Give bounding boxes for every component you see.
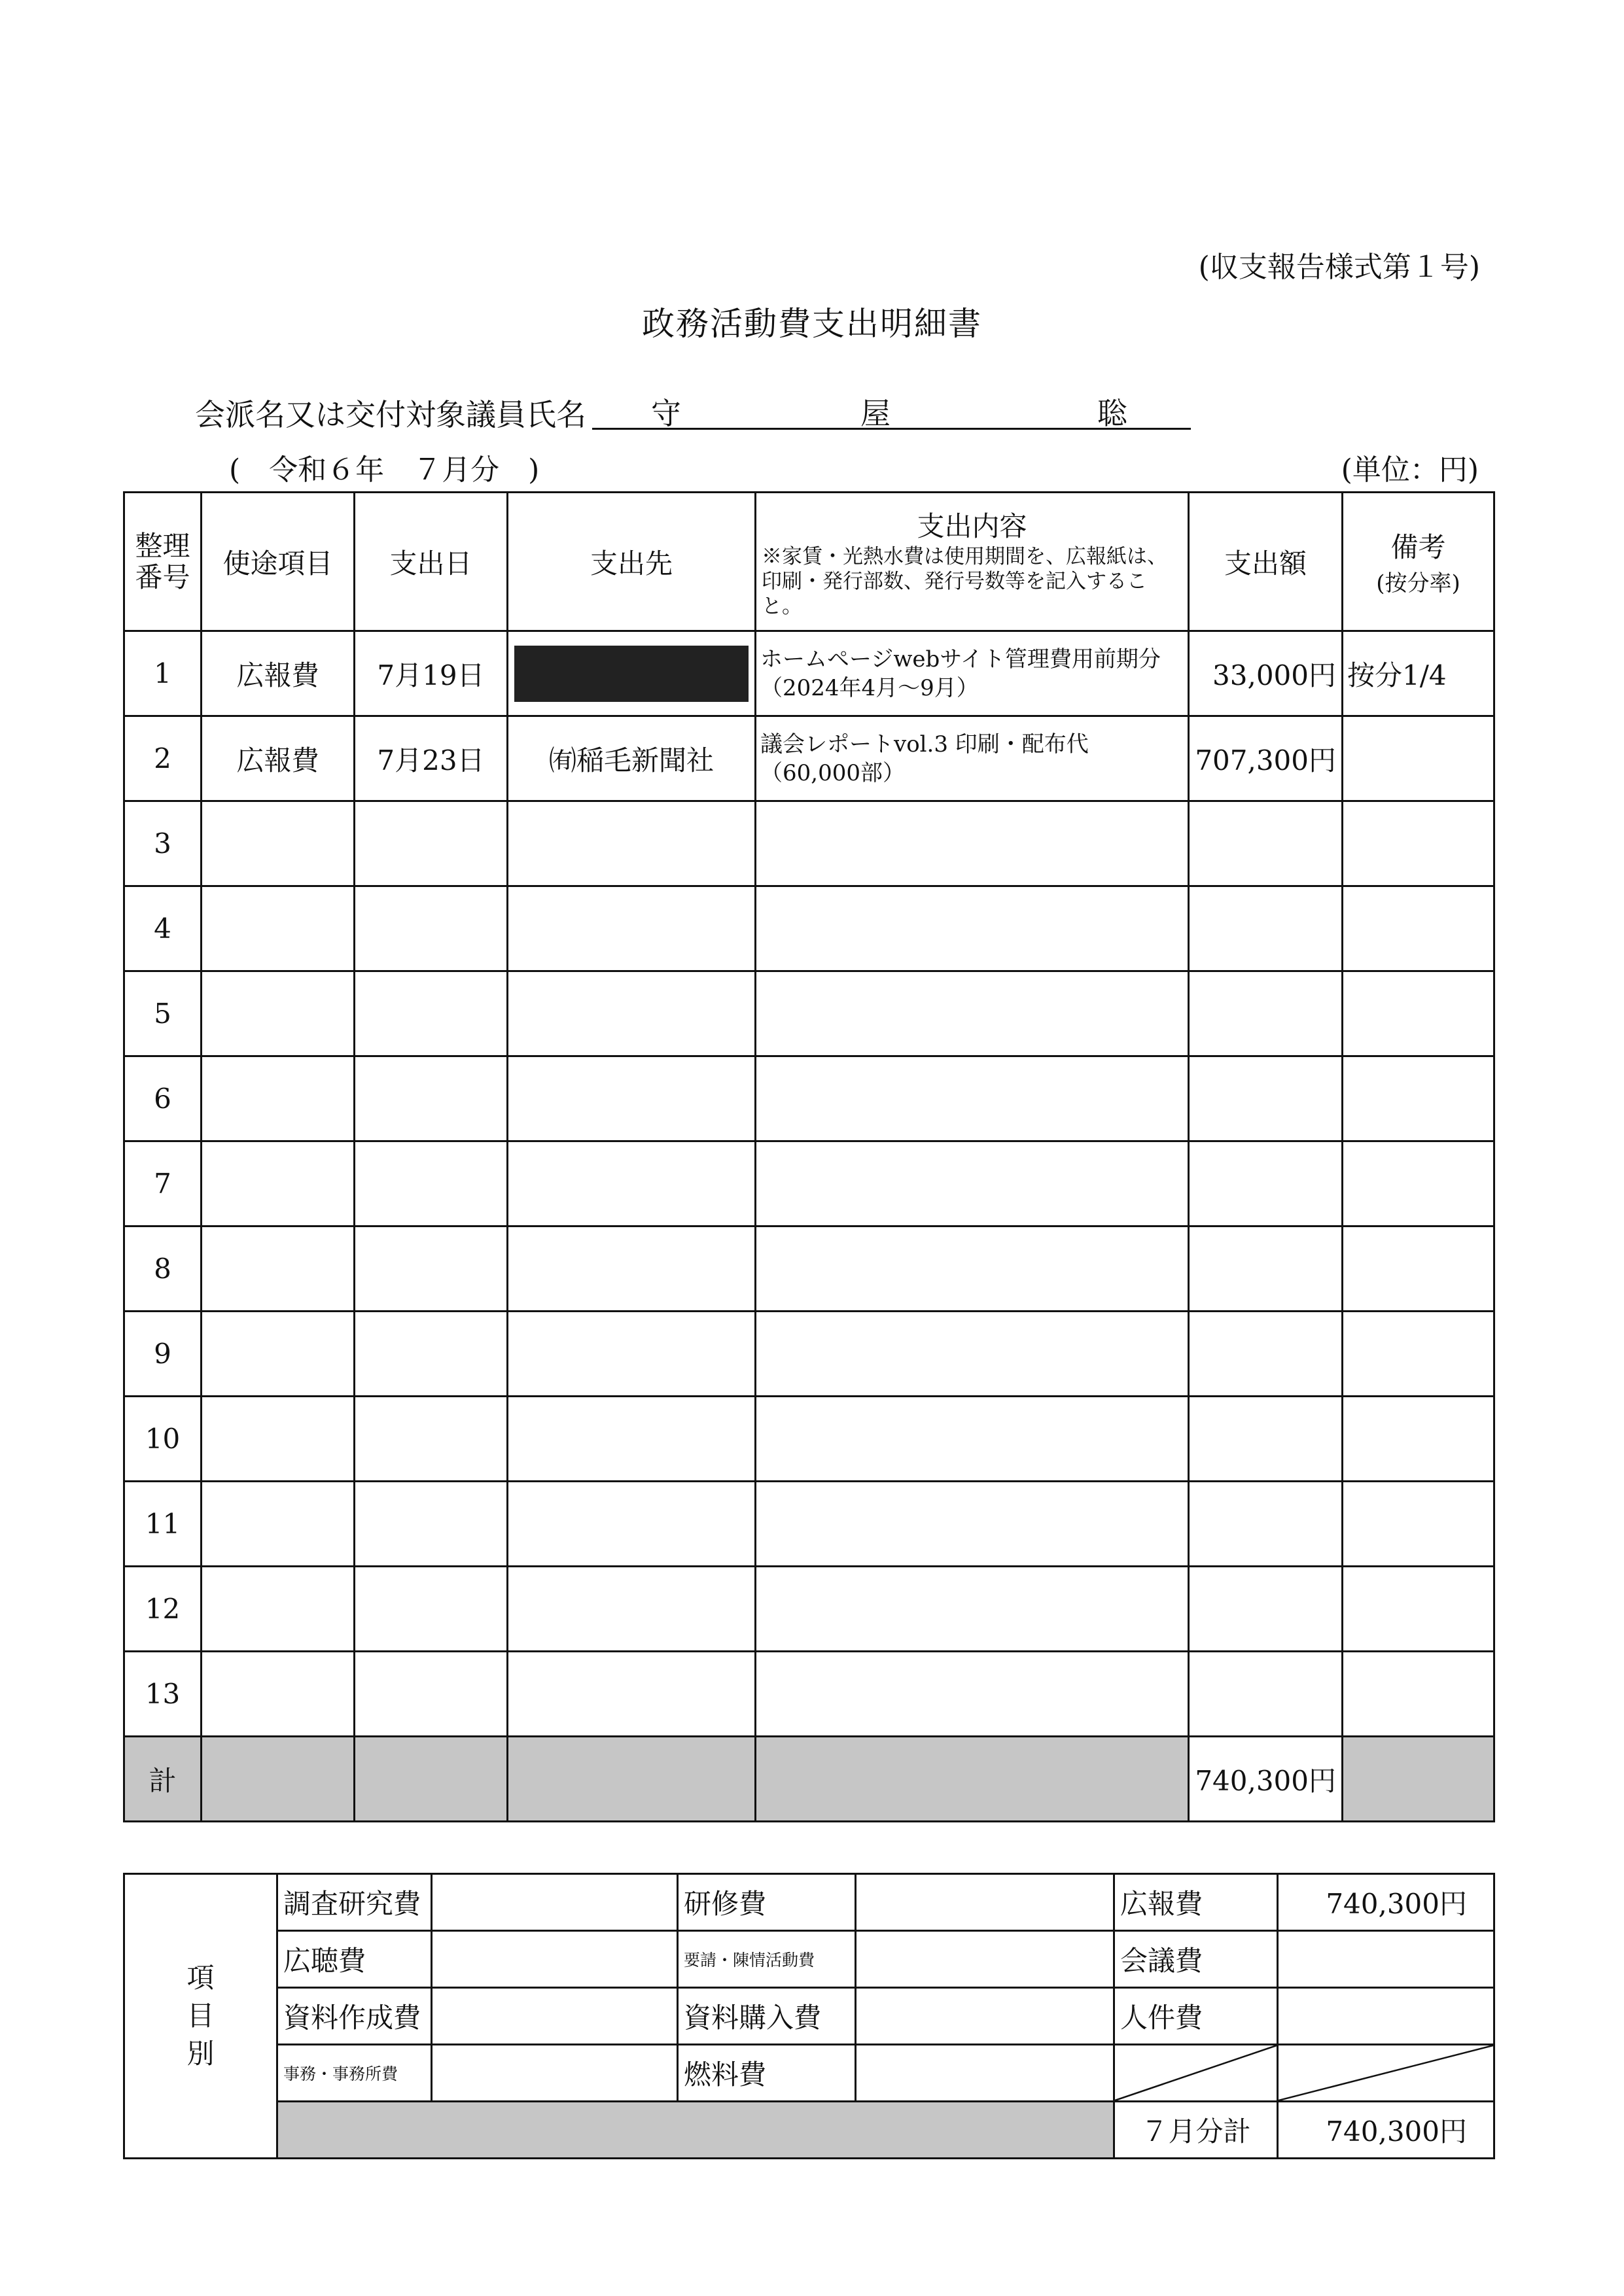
row-amount: [1189, 971, 1343, 1056]
table-row: [124, 1312, 1494, 1397]
summary-materials-creation-value: [432, 1988, 678, 2045]
row-content: [756, 971, 1189, 1056]
row-content: [756, 1482, 1189, 1567]
row-content: [756, 1652, 1189, 1737]
table-row: [124, 886, 1494, 971]
table-row: [124, 801, 1494, 886]
row-number: 8: [124, 1226, 202, 1312]
row-amount: [1189, 1482, 1343, 1567]
row-payee: [508, 801, 756, 886]
row-date: 7月23日: [355, 716, 508, 801]
row-date: [355, 1141, 508, 1226]
header-date: 支出日: [355, 493, 508, 631]
row-category: [202, 1226, 355, 1312]
row-remarks: 按分1/4: [1343, 631, 1494, 716]
summary-office-label: 事務・事務所費: [277, 2045, 432, 2102]
row-remarks: [1343, 1652, 1494, 1737]
row-date: [355, 1312, 508, 1397]
table-row: [124, 1056, 1494, 1141]
row-amount: [1189, 1226, 1343, 1312]
row-amount: [1189, 1567, 1343, 1652]
summary-materials-purchase-label: 資料購入費: [678, 1988, 856, 2045]
member-name-label: 会派名又は交付対象議員氏名: [195, 397, 586, 432]
row-number: 6: [124, 1056, 202, 1141]
header-remarks: [1343, 493, 1494, 631]
row-payee: [508, 631, 756, 716]
row-date: [355, 1056, 508, 1141]
row-payee: [508, 1226, 756, 1312]
row-date: [355, 1567, 508, 1652]
summary-petition-value: [856, 1931, 1114, 1988]
table-row: [124, 631, 1494, 716]
row-content: [756, 1567, 1189, 1652]
total-label: 計: [124, 1737, 202, 1822]
summary-office-value: [432, 2045, 678, 2102]
row-category: [202, 1482, 355, 1567]
row-number: 12: [124, 1567, 202, 1652]
summary-empty-diagonal-label: [1114, 2045, 1278, 2102]
row-remarks: [1343, 1397, 1494, 1482]
row-number: 13: [124, 1652, 202, 1737]
row-remarks: [1343, 1567, 1494, 1652]
row-amount: 33,000円: [1189, 631, 1343, 716]
summary-materials-creation-label: 資料作成費: [277, 1988, 432, 2045]
row-number: 7: [124, 1141, 202, 1226]
row-remarks: [1343, 971, 1494, 1056]
total-amount: 740,300円: [1189, 1737, 1343, 1822]
summary-meeting-value: [1278, 1931, 1494, 1988]
row-remarks: [1343, 1056, 1494, 1141]
table-row: [124, 1567, 1494, 1652]
summary-empty-diagonal-value: [1278, 2045, 1494, 2102]
row-remarks: [1343, 1482, 1494, 1567]
row-number: 9: [124, 1312, 202, 1397]
header-remarks-sub: (按分率): [1376, 570, 1460, 597]
summary-personnel-value: [1278, 1988, 1494, 2045]
summary-publicity-value: 740,300円: [1278, 1874, 1494, 1931]
row-category: [202, 1567, 355, 1652]
row-content: [756, 1226, 1189, 1312]
header-payee: 支出先: [508, 493, 756, 631]
summary-meeting-label: 会議費: [1114, 1931, 1278, 1988]
category-summary-table: [123, 1873, 1495, 2159]
total-blank-content: [756, 1737, 1189, 1822]
row-amount: [1189, 1652, 1343, 1737]
row-number: 3: [124, 801, 202, 886]
row-number: 10: [124, 1397, 202, 1482]
row-number: 4: [124, 886, 202, 971]
header-number: 整理 番号: [124, 493, 202, 631]
row-category: [202, 801, 355, 886]
header-content-note: ※家賃・光熱水費は使用期間を、広報紙は、印刷・発行部数、発行号数等を記入すること。: [762, 544, 1167, 618]
row-content: 議会レポートvol.3 印刷・配布代（60,000部）: [756, 716, 1189, 801]
row-content: ホームページwebサイト管理費用前期分（2024年4月～9月）: [756, 631, 1189, 716]
row-content: [756, 1056, 1189, 1141]
row-remarks: [1343, 1141, 1494, 1226]
table-row: [124, 971, 1494, 1056]
row-payee: [508, 1397, 756, 1482]
member-name-char-2: 屋: [860, 396, 891, 431]
table-row: [124, 1652, 1494, 1737]
total-blank-category: [202, 1737, 355, 1822]
row-content: [756, 1397, 1189, 1482]
row-category: 広報費: [202, 631, 355, 716]
row-category: [202, 1397, 355, 1482]
summary-fuel-label: 燃料費: [678, 2045, 856, 2102]
unit-label: (単位：円): [1341, 453, 1479, 487]
document-title: 政務活動費支出明細書: [642, 305, 982, 343]
row-amount: [1189, 886, 1343, 971]
header-remarks-label: 備考: [1390, 531, 1446, 563]
summary-month-total-label: ７月分計: [1114, 2102, 1278, 2159]
row-remarks: [1343, 801, 1494, 886]
summary-training-label: 研修費: [678, 1874, 856, 1931]
row-payee: [508, 1312, 756, 1397]
table-row: [124, 1397, 1494, 1482]
row-content: [756, 801, 1189, 886]
row-category: 広報費: [202, 716, 355, 801]
summary-fuel-value: [856, 2045, 1114, 2102]
row-amount: 707,300円: [1189, 716, 1343, 801]
row-category: [202, 1312, 355, 1397]
row-date: [355, 1397, 508, 1482]
row-amount: [1189, 1056, 1343, 1141]
row-number: 1: [124, 631, 202, 716]
row-payee: [508, 1652, 756, 1737]
summary-research-label: 調査研究費: [277, 1874, 432, 1931]
row-category: [202, 971, 355, 1056]
row-amount: [1189, 801, 1343, 886]
row-remarks: [1343, 1312, 1494, 1397]
summary-materials-purchase-value: [856, 1988, 1114, 2045]
row-date: 7月19日: [355, 631, 508, 716]
row-date: [355, 801, 508, 886]
row-number: 11: [124, 1482, 202, 1567]
header-content: [756, 493, 1189, 631]
row-amount: [1189, 1141, 1343, 1226]
summary-research-value: [432, 1874, 678, 1931]
row-category: [202, 1652, 355, 1737]
row-amount: [1189, 1312, 1343, 1397]
summary-training-value: [856, 1874, 1114, 1931]
member-name-char-1: 守: [651, 396, 681, 431]
row-date: [355, 1482, 508, 1567]
table-row: [124, 716, 1494, 801]
total-blank-payee: [508, 1737, 756, 1822]
row-category: [202, 1141, 355, 1226]
row-date: [355, 886, 508, 971]
row-payee: [508, 1567, 756, 1652]
total-row: [124, 1737, 1494, 1822]
table-row: [124, 1482, 1494, 1567]
summary-month-total-value: 740,300円: [1278, 2102, 1494, 2159]
row-date: [355, 971, 508, 1056]
row-payee: [508, 1141, 756, 1226]
row-date: [355, 1226, 508, 1312]
table-row: [124, 1226, 1494, 1312]
summary-hearing-value: [432, 1931, 678, 1988]
row-amount: [1189, 1397, 1343, 1482]
member-name-char-3: 聡: [1097, 396, 1127, 431]
reporting-period: ( 令和６年 ７月分 ): [229, 453, 540, 487]
row-number: 5: [124, 971, 202, 1056]
row-category: [202, 1056, 355, 1141]
row-remarks: [1343, 886, 1494, 971]
row-remarks: [1343, 716, 1494, 801]
form-number: (収支報告様式第１号): [1198, 251, 1480, 284]
total-blank-date: [355, 1737, 508, 1822]
table-row: [124, 1141, 1494, 1226]
row-category: [202, 886, 355, 971]
summary-gray-block: [277, 2102, 1114, 2159]
redaction-box: [514, 646, 749, 702]
row-date: [355, 1652, 508, 1737]
row-payee: [508, 1056, 756, 1141]
header-content-label: 支出内容: [917, 510, 1027, 542]
summary-personnel-label: 人件費: [1114, 1988, 1278, 2045]
row-remarks: [1343, 1226, 1494, 1312]
row-content: [756, 886, 1189, 971]
summary-petition-label: 要請・陳情活動費: [678, 1931, 856, 1988]
row-number: 2: [124, 716, 202, 801]
summary-hearing-label: 広聴費: [277, 1931, 432, 1988]
summary-publicity-label: 広報費: [1114, 1874, 1278, 1931]
row-payee: [508, 1482, 756, 1567]
summary-side-label: 項 目 別: [124, 1874, 277, 2159]
row-payee: ㈲稲毛新聞社: [508, 716, 756, 801]
table-header-row: [124, 493, 1494, 631]
total-blank-remarks: [1343, 1737, 1494, 1822]
expense-detail-table: [123, 491, 1495, 1822]
header-category: 使途項目: [202, 493, 355, 631]
row-content: [756, 1141, 1189, 1226]
row-payee: [508, 886, 756, 971]
row-content: [756, 1312, 1189, 1397]
header-amount: 支出額: [1189, 493, 1343, 631]
row-payee: [508, 971, 756, 1056]
